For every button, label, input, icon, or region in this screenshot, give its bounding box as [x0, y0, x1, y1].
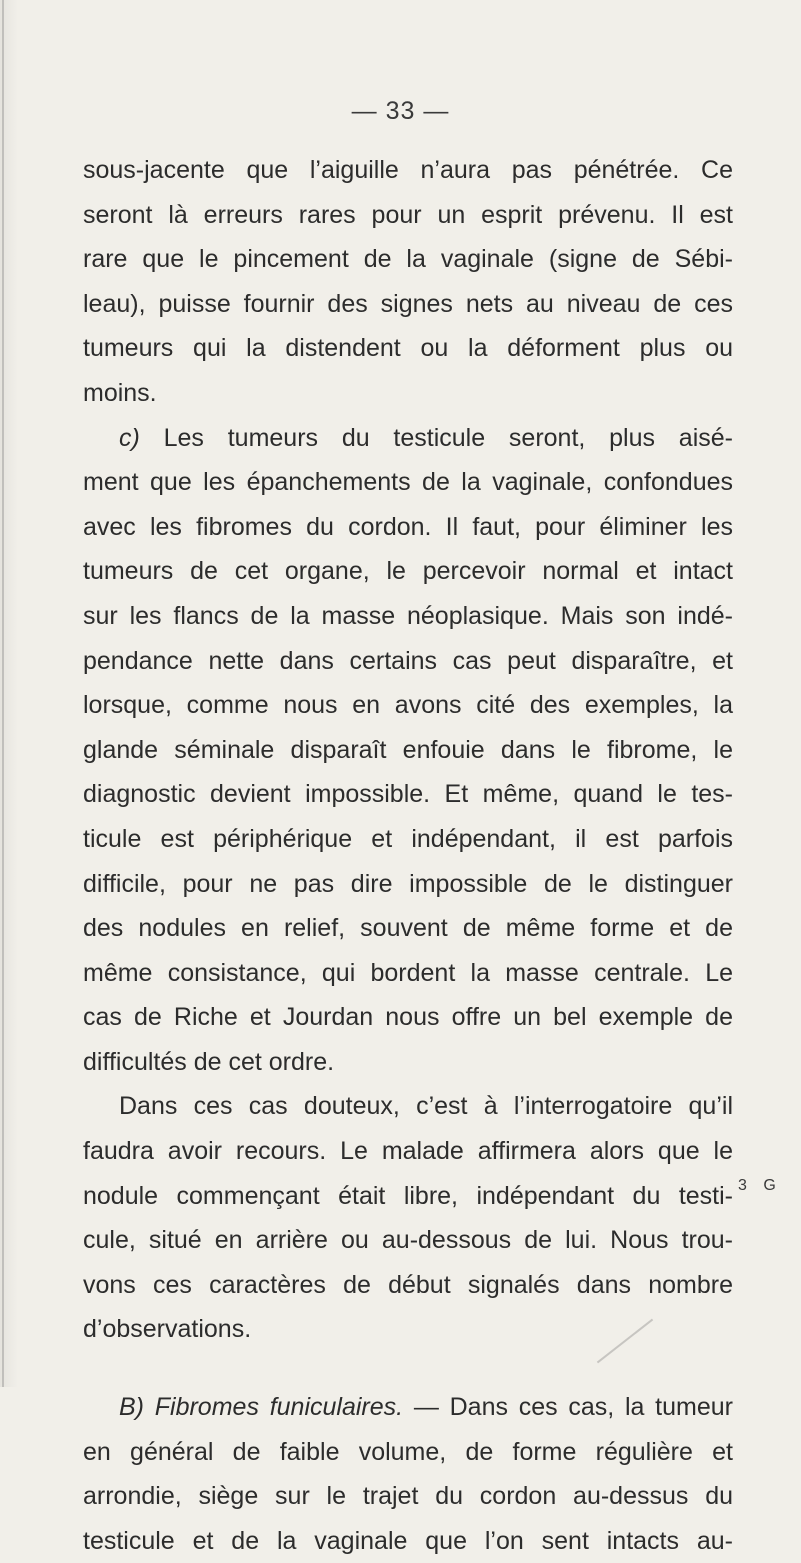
- text-line: Dans ces cas douteux, c’est à l’interrogatoire qu’il: [119, 1092, 733, 1121]
- text-span: — Dans ces cas, la tumeur: [413, 1393, 733, 1422]
- text-line: testicule et de la vaginale que l’on sent intacts au-: [83, 1526, 733, 1555]
- text-span: Les tumeurs du testicule seront, plus aisé-: [163, 423, 733, 452]
- text-line: faudra avoir recours. Le malade affirmera alors que le: [83, 1137, 733, 1166]
- text-line: lorsque, comme nous en avons cité des exemples, la: [83, 691, 733, 720]
- text-line: difficile, pour ne pas dire impossible de le distinguer: [83, 869, 733, 898]
- text-line-b: [83, 1385, 733, 1430]
- printer-signature-mark: 3 G: [738, 1177, 782, 1194]
- text-line: nodule commençant était libre, indépendant du testi-: [83, 1181, 733, 1210]
- text-line: en général de faible volume, de forme régulière et: [83, 1437, 733, 1466]
- text-line: des nodules en relief, souvent de même forme et de: [83, 914, 733, 943]
- text-line: difficultés de cet ordre.: [83, 1047, 335, 1076]
- section-gap: [83, 1352, 733, 1385]
- text-line: vons ces caractères de début signalés dans nombre: [83, 1270, 733, 1299]
- text-line: sous-jacente que l’aiguille n’aura pas pénétrée. Ce: [83, 156, 733, 184]
- text-line: même consistance, qui bordent la masse centrale. Le: [83, 958, 733, 987]
- text-line: avec les fibromes du cordon. Il faut, pour éliminer les: [83, 512, 733, 541]
- text-line: leau), puisse fournir des signes nets au niveau de ces: [83, 289, 733, 318]
- text-line: ticule est périphérique et indépendant, il est parfois: [83, 824, 733, 853]
- text-line: rare que le pincement de la vaginale (signe de Sébi-: [83, 245, 733, 274]
- text-line: tumeurs qui la distendent ou la déforment plus ou: [83, 334, 733, 363]
- section-label-c: c): [119, 423, 140, 452]
- text-line-c: [83, 416, 733, 461]
- text-line: tumeurs de cet organe, le percevoir normal et intact: [83, 557, 733, 586]
- page-number: — 33 —: [351, 97, 450, 125]
- text-line: cas de Riche et Jourdan nous offre un bel exemple de: [83, 1003, 733, 1032]
- text-line: pendance nette dans certains cas peut disparaître, et: [83, 646, 733, 675]
- text-line: seront là erreurs rares pour un esprit prévenu. Il est: [83, 200, 733, 229]
- text-line: glande séminale disparaît enfouie dans le fibrome, le: [83, 735, 733, 764]
- text-line: ment que les épanchements de la vaginale, confondues: [83, 468, 733, 497]
- text-line: d’observations.: [83, 1315, 252, 1344]
- text-line: diagnostic devient impossible. Et même, quand le tes-: [83, 780, 733, 809]
- text-line: cule, situé en arrière ou au-dessous de lui. Nous trou-: [83, 1226, 733, 1255]
- page-binding-edge: [2, 0, 4, 1387]
- text-line: arrondie, siège sur le trajet du cordon au-dessus du: [83, 1482, 733, 1511]
- text-line: sur les flancs de la masse néoplasique. Mais son indé-: [83, 601, 733, 630]
- text-line: moins.: [83, 378, 157, 407]
- section-heading-fibromes-funiculaires: B) Fibromes funiculaires.: [119, 1393, 404, 1422]
- body-text: [83, 148, 733, 1563]
